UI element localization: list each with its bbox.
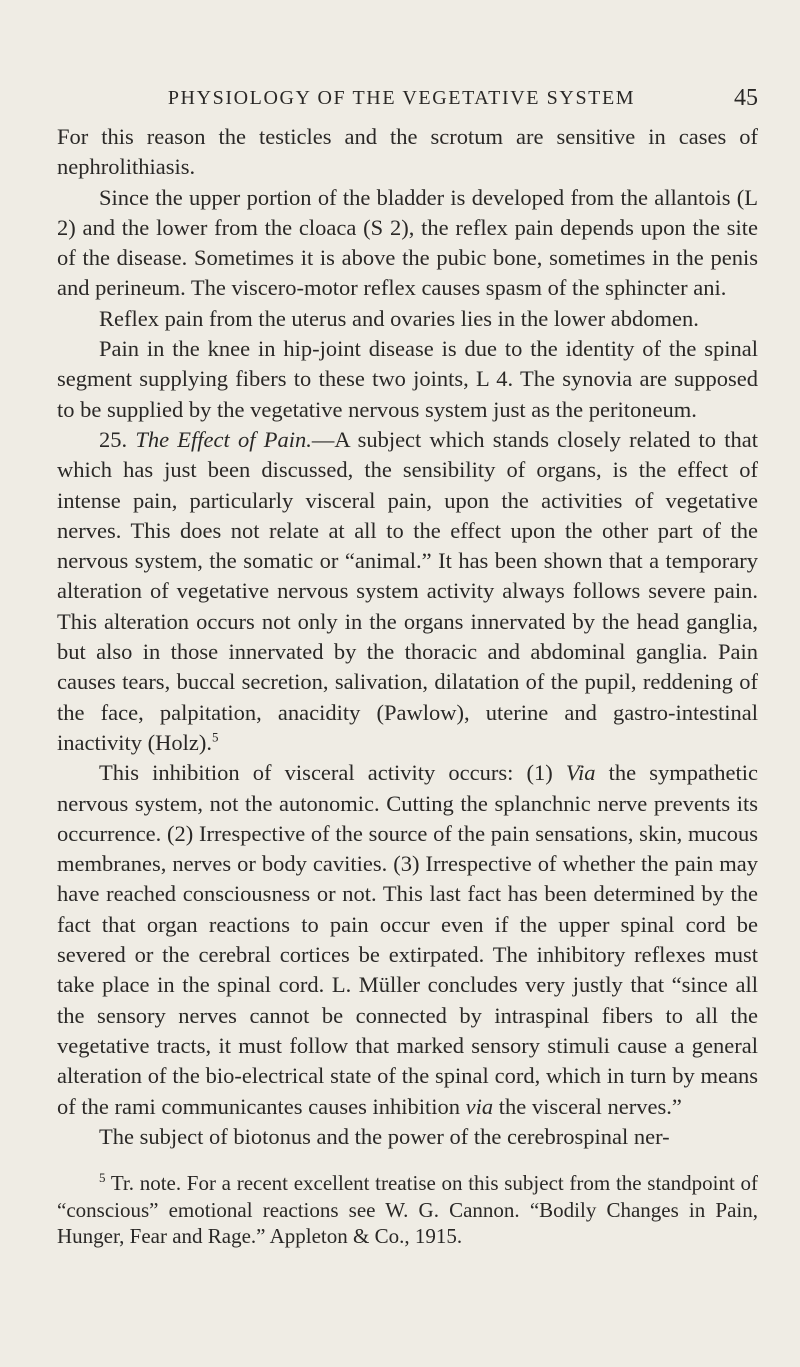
body-text xyxy=(57,122,758,1152)
paragraph-5 xyxy=(57,425,758,758)
footnote xyxy=(57,1170,758,1250)
section-number: 25. xyxy=(99,426,128,452)
running-head xyxy=(57,76,758,120)
section-heading: The Effect of Pain. xyxy=(135,426,312,452)
paragraph-6 xyxy=(57,758,758,1122)
paragraph-6-part-b: the sympathetic nervous system, not the autonomic. Cutting the splanchnic nerve prevents its occurrence. (2) Irrespective of the source of the pain sensations, skin, mucous membranes, nerves or body cavities. (3) Irrespective of whether the pain may have reached consciousness or not. This last fact has been determined by the fact that organ reactions to pain occur even if the upper spinal cord be severed or the cerebral cortices be extirpated. The inhibitory reflexes must take place in the spinal cord. L. Müller concludes very justly that “since all the sensory nerves cannot be connected by intraspinal fibers to all the vegetative tracts, it must follow that marked sensory stimuli cause a general alteration of the bio-electrical state of the spinal cord, which in turn by means of the rami communicantes causes inhibition xyxy=(57,760,759,1119)
italic-via: Via xyxy=(565,760,596,786)
paragraph-6-part-c: the visceral nerves.” xyxy=(498,1093,682,1119)
paragraph-7: The subject of biotonus and the power of the cerebrospinal ner- xyxy=(99,1123,670,1149)
italic-via-2: via xyxy=(465,1093,494,1119)
paragraph-5-body: —A subject which stands closely related to that which has just been discussed, the sensibility of organs, is the effect of intense pain, particularly visceral pain, upon the activities of vegetative nerves. This does not relate at all to the effect upon the other part of the nervous system, the somatic or “animal.” It has been shown that a temporary alteration of vegetative nervous system activity always follows severe pain. This alteration occurs not only in the organs innervated by the head ganglia, but also in those innervated by the thoracic and abdominal ganglia. Pain causes tears, buccal secretion, salivation, dilatation of the pupil, reddening of the face, palpitation, anacidity (Pawlow), uterine and gastro-intestinal inactivity (Holz). xyxy=(57,426,759,755)
paragraph-4: Pain in the knee in hip-joint disease is due to the identity of the spinal segment supplying fibers to these two joints, L 4. The synovia are supposed to be supplied by the vegetative nervous system just as the peritoneum. xyxy=(57,336,758,422)
footnote-reference: 5 xyxy=(211,729,219,745)
paragraph-1: For this reason the testicles and the scrotum are sensitive in cases of nephrolithiasis. xyxy=(57,124,758,180)
page-number: 45 xyxy=(734,85,758,111)
footnote-mark: 5 xyxy=(99,1170,106,1186)
book-page xyxy=(0,76,800,1367)
footnote-text: Tr. note. For a recent excellent treatise on this subject from the standpoint of “conscious” emotional reactions see W. G. Cannon. “Bodily Changes in Pain, Hunger, Fear and Rage.” Appleton & Co., 1915. xyxy=(57,1171,758,1249)
paragraph-3: Reflex pain from the uterus and ovaries lies in the lower abdomen. xyxy=(99,305,699,331)
paragraph-6-part-a: This inhibition of visceral activity occurs: (1) xyxy=(99,760,553,786)
running-head-title: PHYSIOLOGY OF THE VEGETATIVE SYSTEM xyxy=(167,87,636,109)
paragraph-2: Since the upper portion of the bladder is developed from the allantois (L 2) and the lower from the cloaca (S 2), the reflex pain depends upon the site of the disease. Sometimes it is above the pubic bone, sometimes in the penis and perineum. The viscero-motor reflex causes spasm of the sphincter ani. xyxy=(57,184,758,301)
